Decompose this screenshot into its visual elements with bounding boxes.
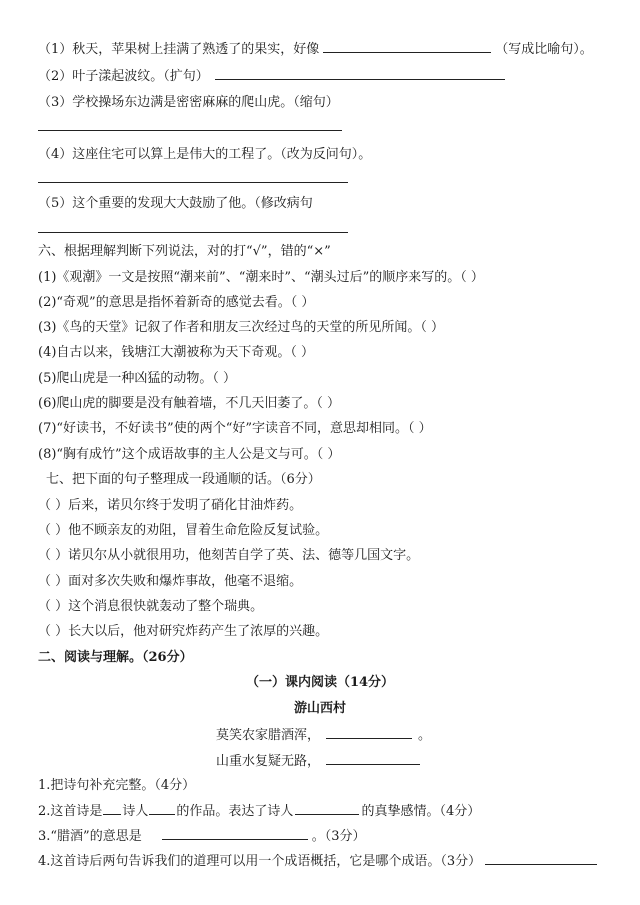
rewrite-item-5 bbox=[38, 195, 313, 213]
poem-blank-1[interactable] bbox=[326, 726, 412, 739]
order-item[interactable]: （ ）长大以后，他对研究炸药产生了浓厚的兴趣。 bbox=[38, 624, 329, 639]
item-text: 这座住宅可以算上是伟大的工程了。（改为反问句）。 bbox=[72, 147, 372, 162]
q2-text: 2.这首诗是 bbox=[38, 804, 103, 819]
section-7-title: 七、把下面的句子整理成一段通顺的话。（6分） bbox=[46, 472, 321, 487]
poem-punct: 。 bbox=[418, 728, 432, 743]
item-text: 秋天，苹果树上挂满了熟透了的果实，好像 bbox=[72, 42, 320, 57]
poem-title: 游山西村 bbox=[293, 701, 346, 716]
judge-item[interactable]: (4)自古以来，钱塘江大潮被称为天下奇观。（ ） bbox=[38, 345, 315, 360]
q2-text: 的作品。表达了诗人 bbox=[176, 804, 294, 819]
order-item[interactable]: （ ）诺贝尔从小就很用功，他刻苦自学了英、法、德等几国文字。 bbox=[38, 548, 420, 563]
item-number: （5） bbox=[38, 196, 73, 211]
rewrite-item-4 bbox=[38, 146, 371, 164]
rewrite-item-2 bbox=[38, 67, 505, 86]
q2-text: 的真挚感情。（4分） bbox=[361, 804, 481, 819]
judge-item[interactable]: (1)《观潮》一文是按照“潮来前”、“潮来时”、“潮头过后”的顺序来写的。（ ） bbox=[38, 270, 484, 285]
poem-blank-2[interactable] bbox=[326, 752, 420, 765]
part-2-title: 二、阅读与理解。（26分） bbox=[38, 650, 193, 665]
judge-item[interactable]: (5)爬山虎是一种凶猛的动物。（ ） bbox=[38, 371, 237, 386]
order-item[interactable]: （ ）这个消息很快就轰动了整个瑞典。 bbox=[38, 599, 264, 614]
poem-text: 山重水复疑无路， bbox=[216, 754, 321, 769]
section-6-title: 六、根据理解判断下列说法，对的打“√”，错的“×” bbox=[38, 244, 331, 259]
judge-item[interactable]: (7)“好读书，不好读书”使的两个“好”字读音不同，意思却相同。（ ） bbox=[38, 421, 432, 436]
poem-text: 莫笑农家腊酒浑， bbox=[216, 728, 321, 743]
item-number: （3） bbox=[38, 95, 73, 110]
question-3 bbox=[38, 827, 365, 846]
item-instruction: （写成比喻句）。 bbox=[495, 42, 593, 57]
item-number: （4） bbox=[38, 147, 73, 162]
q3-text: 3.“腊酒”的意思是 bbox=[38, 829, 142, 844]
order-item[interactable]: （ ）后来，诺贝尔终于发明了硝化甘油炸药。 bbox=[38, 498, 303, 513]
answer-blank[interactable] bbox=[323, 40, 491, 53]
dynasty-blank[interactable] bbox=[103, 802, 121, 815]
judge-item[interactable]: (8)“胸有成竹”这个成语故事的主人公是文与可。（ ） bbox=[38, 447, 341, 462]
answer-blank[interactable] bbox=[215, 67, 505, 80]
judge-item[interactable]: (2)“奇观”的意思是指怀着新奇的感觉去看。（ ） bbox=[38, 295, 315, 310]
reading-subtitle: （一）课内阅读（14分） bbox=[245, 675, 395, 690]
idiom-blank[interactable] bbox=[485, 852, 597, 865]
feeling-blank[interactable] bbox=[295, 802, 359, 815]
poem-line-1 bbox=[216, 726, 431, 745]
item-text: 这个重要的发现大大鼓励了他。（修改病句 bbox=[72, 196, 313, 211]
rewrite-item-3 bbox=[38, 94, 339, 112]
q2-text: 诗人 bbox=[122, 804, 149, 819]
poem-line-2 bbox=[216, 752, 420, 771]
item-number: （2） bbox=[38, 69, 73, 84]
question-4 bbox=[38, 852, 597, 871]
q3-text: 。（3分） bbox=[311, 829, 366, 844]
item-text: 学校操场东边满是密密麻麻的爬山虎。（缩句） bbox=[72, 95, 339, 110]
poet-blank[interactable] bbox=[149, 802, 175, 815]
order-item[interactable]: （ ）他不顾亲友的劝阻，冒着生命危险反复试验。 bbox=[38, 523, 329, 538]
question-2 bbox=[38, 802, 480, 821]
question-1: 1.把诗句补充完整。（4分） bbox=[38, 778, 196, 793]
judge-item[interactable]: (3)《鸟的天堂》记叙了作者和朋友三次经过鸟的天堂的所见所闻。（ ） bbox=[38, 320, 445, 335]
answer-line-5[interactable] bbox=[38, 232, 348, 233]
answer-line-4[interactable] bbox=[38, 182, 348, 183]
rewrite-item-1 bbox=[38, 40, 593, 59]
answer-line-3[interactable] bbox=[38, 130, 342, 131]
item-text: 叶子漾起波纹。（扩句） bbox=[72, 69, 209, 84]
judge-item[interactable]: (6)爬山虎的脚要是没有触着墙，不几天旧萎了。（ ） bbox=[38, 396, 341, 411]
order-item[interactable]: （ ）面对多次失败和爆炸事故，他毫不退缩。 bbox=[38, 574, 303, 589]
q4-text: 4.这首诗后两句告诉我们的道理可以用一个成语概括，它是哪个成语。（3分） bbox=[38, 854, 482, 869]
item-number: （1） bbox=[38, 42, 73, 57]
meaning-blank[interactable] bbox=[162, 827, 308, 840]
